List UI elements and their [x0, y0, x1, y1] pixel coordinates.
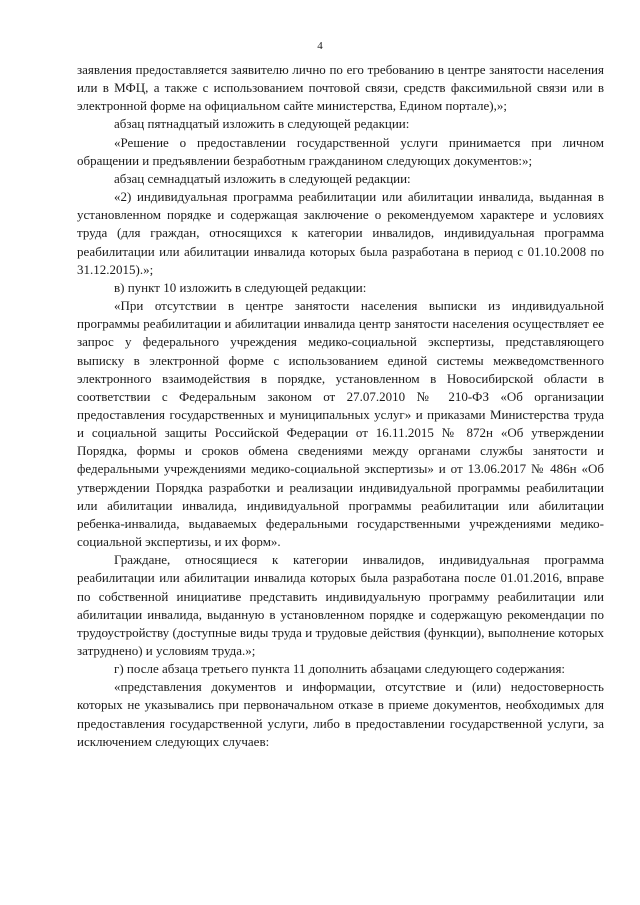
paragraph-citizens-disabled: Граждане, относящиеся к категории инвалидов, индивидуальная программа реабилитации или абилитации инвалида которых была разработана после 01.01.2016, вправе по собственной инициативе представить индивидуальную программу реабилитации или абилитации инвалида, выданную в установленном порядке и содержащую рекомендации по трудоустройству (доступные виды труда и трудовые действия (функции), выполнение которых затруднено) и условиям труда.»;: [77, 552, 604, 658]
paragraph-decision-documents: «Решение о предоставлении государственной услуги принимается при личном обращении и предъявлении безработным гражданином следующих документов:»;: [77, 134, 604, 168]
paragraph-continuation: заявления предоставляется заявителю лично по его требованию в центре занятости населения или в МФЦ, а также с использованием почтовой связи, средств факсимильной связи или в электронной форме на официальном сайте министерства, Едином портале),»;: [77, 62, 604, 114]
paragraph-individual-program: «2) индивидуальная программа реабилитации или абилитации инвалида, выданная в установленном порядке и содержащая заключение о рекомендуемом характере и условиях труда (для граждан, относящихся к категории инвалидов, индивидуальная программа реабилитации или абилитации инвалида которых была разработана в период с 01.10.2008 по 31.12.2015).»;: [77, 189, 604, 277]
paragraph-request-extract: «При отсутствии в центре занятости населения выписки из индивидуальной программы реабилитации и абилитации инвалида центр занятости населения осуществляет ее запрос у федерального учреждения медико-социальной экспертизы, представляющего выписку в электронной форме с использованием единой системы межведомственного электронного взаимодействия в порядке, установленном в Новосибирской области в соответствии с Федеральным законом от 27.07.2010 № 210-ФЗ «Об организации предоставления государственных и муниципальных услуг» и приказами Министерства труда и социальной защиты Российской Федерации от 16.11.2015 № 872н «Об утверждении Порядка, формы и сроков обмена сведениями между органами службы занятости и федеральными учреждениями медико-социальной экспертизы» и от 13.06.2017 № 486н «Об утверждении Порядка разработки и реализации индивидуальной программы реабилитации или абилитации инвалида, индивидуальной программы реабилитации или абилитации ребенка-инвалида, выдаваемых федеральными государственными учреждениями медико-социальной экспертизы, и их форм».: [77, 298, 604, 550]
page-number: 4: [317, 40, 323, 52]
paragraph-documents-info: «представления документов и информации, отсутствие и (или) недостоверность которых не указывались при первоначальном отказе в приеме документов, необходимых для предоставления государственной услуги, либо в предоставлении государственной услуги, за исключением следующих случаев:: [77, 679, 604, 749]
paragraph-instruction-point-11: г) после абзаца третьего пункта 11 дополнить абзацами следующего содержания:: [114, 661, 566, 677]
paragraph-instruction-seventeenth: абзац семнадцатый изложить в следующей редакции:: [114, 170, 411, 186]
paragraph-instruction-point-10: в) пункт 10 изложить в следующей редакции:: [114, 279, 367, 295]
paragraph-instruction-fifteenth: абзац пятнадцатый изложить в следующей редакции:: [114, 116, 410, 132]
document-body: [77, 61, 604, 751]
